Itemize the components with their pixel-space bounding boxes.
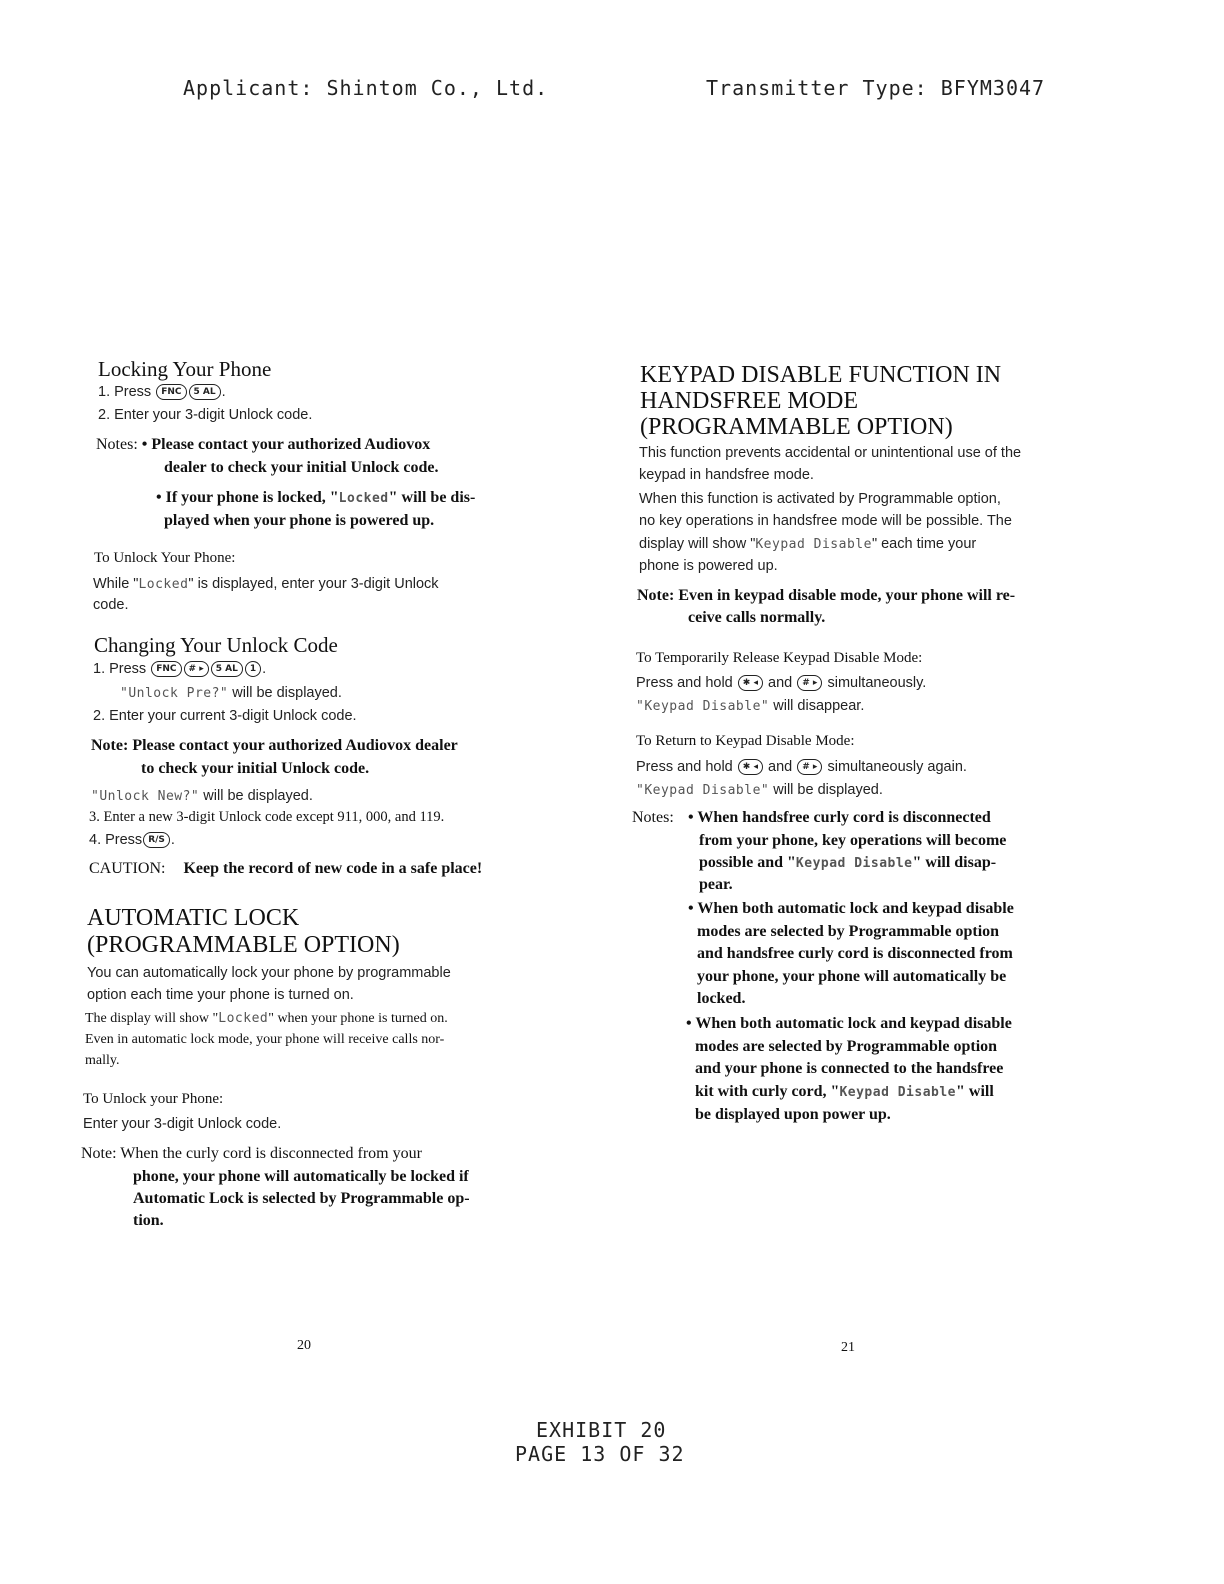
lcd-keypad-disable-3: "Keypad Disable" — [636, 783, 770, 798]
auto-p2a-pre: The display will show " — [85, 1011, 219, 1026]
n2c: and handsfree curly cord is disconnected from — [697, 945, 1013, 962]
n3a: • When both automatic lock and keypad disable — [686, 1015, 1012, 1032]
caution-text: Keep the record of new code in a safe place! — [183, 860, 483, 877]
page-number-right: 21 — [841, 1340, 855, 1355]
change-note-b: to check your initial Unlock code. — [141, 760, 370, 777]
release-pre: Press and hold — [636, 675, 733, 691]
lcd-unlock-pre: "Unlock Pre?" — [120, 686, 229, 701]
note-2-line-b: played when your phone is powered up. — [164, 512, 435, 529]
n2d: your phone, your phone will automatically be — [697, 968, 1007, 985]
n2e: locked. — [697, 990, 746, 1007]
change-step-4: 4. Press R/S . — [89, 832, 175, 848]
lcd-keypad-disable-4: Keypad Disable — [795, 856, 913, 871]
five-al-key-icon: 5 AL — [211, 661, 243, 677]
keypad-p2c-post: " each time your — [871, 536, 977, 552]
release-line-b — [636, 696, 864, 717]
star-key-icon: ✱ ◂ — [738, 675, 763, 691]
locking-step-1: 1. Press FNC 5 AL . — [98, 384, 226, 400]
change-new-post: will be displayed. — [199, 788, 313, 804]
unlock-pre: While " — [93, 576, 139, 592]
change-step-1b — [120, 683, 342, 704]
auto-note-text: Note: When the curly cord is disconnected from your — [81, 1145, 422, 1162]
applicant-header: Applicant: Shintom Co., Ltd. — [183, 76, 549, 100]
auto-lock-title-1: AUTOMATIC LOCK — [87, 905, 300, 931]
n3b: modes are selected by Programmable option — [695, 1038, 998, 1055]
keypad-p1b: keypad in handsfree mode. — [639, 467, 814, 483]
locking-title: Locking Your Phone — [98, 357, 272, 381]
page-label: PAGE 13 OF 32 — [515, 1442, 685, 1466]
keypad-p2c-pre: display will show " — [639, 536, 756, 552]
hash-key-icon: # ▸ — [797, 759, 822, 775]
keypad-note-b: ceive calls normally. — [688, 609, 826, 626]
lcd-locked-2: Locked — [138, 577, 189, 592]
lcd-locked: Locked — [338, 491, 389, 506]
lcd-keypad-disable-2: "Keypad Disable" — [636, 699, 770, 714]
auto-unlock-title: To Unlock your Phone: — [83, 1091, 224, 1107]
note-2-line-a — [156, 489, 475, 507]
change-new-line — [91, 786, 313, 807]
caution-line — [89, 860, 482, 878]
return-pre: Press and hold — [636, 759, 733, 775]
change-step-2: 2. Enter your current 3-digit Unlock code. — [93, 708, 357, 724]
n1c-pre: possible and " — [699, 854, 796, 871]
five-al-key-icon: 5 AL — [189, 384, 221, 400]
change-step-3: 3. Enter a new 3-digit Unlock code except 911, 000, and 119. — [89, 809, 445, 825]
hash-key-icon: # ▸ — [797, 675, 822, 691]
return-and: and — [768, 759, 793, 775]
auto-note-b: phone, your phone will automatically be locked if — [133, 1168, 469, 1185]
notes-label: Notes: — [96, 436, 142, 453]
rs-key-icon: R/S — [143, 832, 170, 848]
fnc-key-icon: FNC — [151, 661, 181, 677]
change-step-4-text: 4. Press — [89, 832, 143, 848]
note-2-post: " will be dis- — [388, 489, 476, 506]
locking-step-2: 2. Enter your 3-digit Unlock code. — [98, 407, 313, 423]
note-2-pre: • If your phone is locked, " — [156, 489, 339, 506]
release-line-a — [636, 673, 926, 694]
page-number-left: 20 — [297, 1338, 311, 1353]
n1c-post: " will disap- — [912, 854, 997, 871]
keypad-p2a: When this function is activated by Programmable option, — [639, 491, 1001, 507]
change-step-1-text: 1. Press — [93, 661, 147, 677]
change-step-1b-post: will be displayed. — [228, 685, 342, 701]
lcd-unlock-new: "Unlock New?" — [91, 789, 200, 804]
hash-key-icon: # ▸ — [184, 661, 209, 677]
auto-p1b: option each time your phone is turned on. — [87, 987, 354, 1003]
n1a: • When handsfree curly cord is disconnected — [688, 809, 991, 826]
n1b: from your phone, key operations will become — [699, 832, 1007, 849]
n3d-pre: kit with curly cord, " — [695, 1083, 840, 1100]
fnc-key-icon: FNC — [156, 384, 186, 400]
keypad-p2b: no key operations in handsfree mode will be possible. The — [639, 513, 1012, 529]
keypad-note-a: Note: Even in keypad disable mode, your phone will re- — [637, 587, 1016, 604]
exhibit-label: EXHIBIT 20 — [536, 1418, 667, 1442]
return-b-post: will be displayed. — [769, 782, 883, 798]
auto-note-a — [81, 1145, 422, 1163]
return-line-a — [636, 757, 967, 778]
release-title: To Temporarily Release Keypad Disable Mode: — [636, 650, 923, 666]
auto-p3a: Even in automatic lock mode, your phone will receive calls nor- — [85, 1032, 445, 1047]
notes-label-right: Notes: — [632, 809, 674, 826]
keypad-title-2: HANDSFREE MODE — [640, 388, 859, 414]
unlock-line-b: code. — [93, 597, 129, 613]
n2b: modes are selected by Programmable option — [697, 923, 1000, 940]
n1c — [699, 854, 996, 872]
auto-p1a: You can automatically lock your phone by programmable — [87, 965, 451, 981]
return-title: To Return to Keypad Disable Mode: — [636, 733, 855, 749]
return-line-b — [636, 780, 883, 801]
auto-lock-title-2: (PROGRAMMABLE OPTION) — [87, 932, 400, 958]
star-key-icon: ✱ ◂ — [738, 759, 763, 775]
lcd-keypad-disable-5: Keypad Disable — [839, 1085, 957, 1100]
caution-label: CAUTION: — [89, 860, 166, 877]
auto-unlock-text: Enter your 3-digit Unlock code. — [83, 1116, 282, 1132]
unlock-post: " is displayed, enter your 3-digit Unlock — [188, 576, 439, 592]
return-post: simultaneously again. — [827, 759, 967, 775]
keypad-p2d: phone is powered up. — [639, 558, 778, 574]
keypad-p1a: This function prevents accidental or unintentional use of the — [639, 445, 1022, 461]
lcd-keypad-disable: Keypad Disable — [755, 537, 872, 552]
release-b-post: will disappear. — [769, 698, 865, 714]
auto-p2a — [85, 1011, 448, 1027]
n2a: • When both automatic lock and keypad disable — [688, 900, 1014, 917]
locking-step-1-text: 1. Press — [98, 384, 152, 400]
unlock-line-a — [93, 574, 439, 595]
auto-note-c: Automatic Lock is selected by Programmable op- — [133, 1190, 470, 1207]
unlock-title: To Unlock Your Phone: — [94, 550, 236, 566]
keypad-title-1: KEYPAD DISABLE FUNCTION IN — [640, 362, 1002, 388]
locking-notes-1 — [96, 436, 430, 454]
n1d: pear. — [699, 876, 733, 893]
change-step-1: 1. Press FNC # ▸ 5 AL 1 . — [93, 661, 267, 677]
note-1-line-a: • Please contact your authorized Audiovox — [141, 436, 431, 453]
lcd-locked-3: Locked — [218, 1011, 269, 1026]
auto-note-d: tion. — [133, 1212, 164, 1229]
release-post: simultaneously. — [827, 675, 927, 691]
n3d — [695, 1083, 994, 1101]
release-and: and — [768, 675, 793, 691]
one-key-icon: 1 — [245, 661, 261, 677]
change-note-a: Note: Please contact your authorized Audiovox dealer — [91, 737, 458, 754]
n3d-post: " will — [956, 1083, 994, 1100]
auto-p2a-post: " when your phone is turned on. — [268, 1011, 448, 1026]
auto-p3b: mally. — [85, 1053, 120, 1068]
transmitter-header: Transmitter Type: BFYM3047 — [706, 76, 1046, 100]
keypad-title-3: (PROGRAMMABLE OPTION) — [640, 414, 953, 440]
keypad-p2c — [639, 534, 976, 555]
note-1-line-b: dealer to check your initial Unlock code. — [164, 459, 439, 476]
n3e: be displayed upon power up. — [695, 1106, 891, 1123]
n3c: and your phone is connected to the handsfree — [695, 1060, 1004, 1077]
changing-title: Changing Your Unlock Code — [94, 633, 338, 657]
